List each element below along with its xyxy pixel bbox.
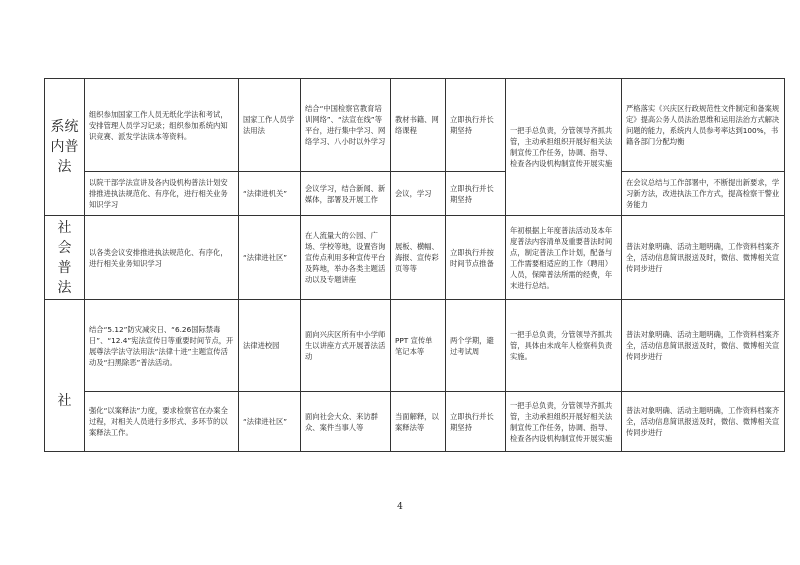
table-row: [45, 392, 785, 452]
table-row: [45, 216, 785, 300]
standard-cell: 普法对象明确、活动主题明确，工作资料档案齐全，活动信息简讯报送及时，微信、微博相关宣传同步进行: [622, 392, 785, 452]
responsibility-cell: 一把手总负责，分管领导齐抓共管，主动承担组织开展好相关法制宣传工作任务，协调、指导、检查各内设机构制宣传开展实施: [506, 79, 622, 216]
standard-cell: 严格落实《兴庆区行政规范性文件制定和备案规定》提高公务人员法治思维和运用法治方式解决问题的能力，系统内人员参考率达到100%，书籍各部门分配均衡: [622, 79, 785, 172]
responsibility-cell: 一把手总负责，分管领导齐抓共管，具体由未成年人检察科负责实施。: [506, 300, 622, 392]
carrier-cell: 当面解释，以案释法等: [391, 392, 446, 452]
method-cell: 结合“中国检察官教育培训网络”、“法宣在线”等平台，进行集中学习、网络学习、八小时以外学习: [301, 79, 391, 172]
method-cell: 在人流量大的公园、广场、学校等地，设置咨询宣传点利用多种宣传平台及阵地，举办各类主题活动以及专题讲座: [301, 216, 391, 300]
content-cell: 以院干部学法宣讲及各内设机构普法计划安排推进执法规范化、有序化，进行相关业务知识学习: [85, 172, 239, 216]
target-cell: 法律进校园: [239, 300, 301, 392]
category-cell-system: 系统 内普 法: [45, 79, 85, 216]
target-cell: 国家工作人员学法用法: [239, 79, 301, 172]
target-cell: “法律进社区”: [239, 392, 301, 452]
page-number: 4: [397, 502, 403, 512]
responsibility-cell: 一把手总负责，分管领导齐抓共管，主动承担组织开展好相关法制宣传工作任务，协调、指导、检查各内设机构制宣传开展实施: [506, 392, 622, 452]
table-row: [45, 300, 785, 392]
carrier-cell: 教材书籍、网络课程: [391, 79, 446, 172]
carrier-cell: 会议，学习: [391, 172, 446, 216]
method-cell: 会议学习，结合新闻、新媒体，部署及开展工作: [301, 172, 391, 216]
content-cell: 组织参加国家工作人员无纸化学法和考试，安排管理人员学习记录；组织参加系统内知识竞赛、派发学法读本等资料。: [85, 79, 239, 172]
time-cell: 立即执行并按时间节点推备: [446, 216, 506, 300]
time-cell: 两个学期，避过考试周: [446, 300, 506, 392]
standard-cell: 在会议总结与工作部署中，不断提出新要求，学习新方法，改进执法工作方式，提高检察干警业务能力: [622, 172, 785, 216]
table-row: [45, 79, 785, 172]
category-cell-society: 社 会 普 法: [45, 216, 85, 300]
content-cell: 结合“5.12”防灾减灾日、“6.26国际禁毒日”、“12.4”宪法宣传日等重要时间节点，开展尊法学法守法用法“法律十进”主题宣传活动及“扫黑除恶”普法活动。: [85, 300, 239, 392]
content-cell: 强化“以案释法”力度，要求检察官在办案全过程，对相关人员进行多形式、多环节的以案释法工作。: [85, 392, 239, 452]
time-cell: 立即执行并长期坚持: [446, 392, 506, 452]
time-cell: 立即执行并长期坚持: [446, 79, 506, 172]
target-cell: “法律进社区”: [239, 216, 301, 300]
method-cell: 面向兴庆区所有中小学师生以讲座方式开展普法活动: [301, 300, 391, 392]
responsibility-cell: 年初根据上年度普法活动及本年度普法内容清单及重要普法时间点，制定普法工作计划，配备与工作需要相适应的工作（聘用）人员，保障普法所需的经费，年末进行总结。: [506, 216, 622, 300]
category-cell-society-continued: 社: [45, 300, 85, 452]
table-row: [45, 172, 785, 216]
standard-cell: 普法对象明确、活动主题明确，工作资料档案齐全，活动信息简讯报送及时，微信、微博相关宣传同步进行: [622, 216, 785, 300]
target-cell: “法律进机关”: [239, 172, 301, 216]
method-cell: 面向社会大众、来访群众、案件当事人等: [301, 392, 391, 452]
standard-cell: 普法对象明确、活动主题明确，工作资料档案齐全，活动信息简讯报送及时，微信、微博相关宣传同步进行: [622, 300, 785, 392]
time-cell: 立即执行并长期坚持: [446, 172, 506, 216]
carrier-cell: PPT 宣传单 笔记本等: [391, 300, 446, 392]
carrier-cell: 展板、横幅、海报、宣传彩页等等: [391, 216, 446, 300]
law-promotion-table: [44, 78, 785, 452]
content-cell: 以各类会议安排推进执法规范化、有序化，进行相关业务知识学习: [85, 216, 239, 300]
